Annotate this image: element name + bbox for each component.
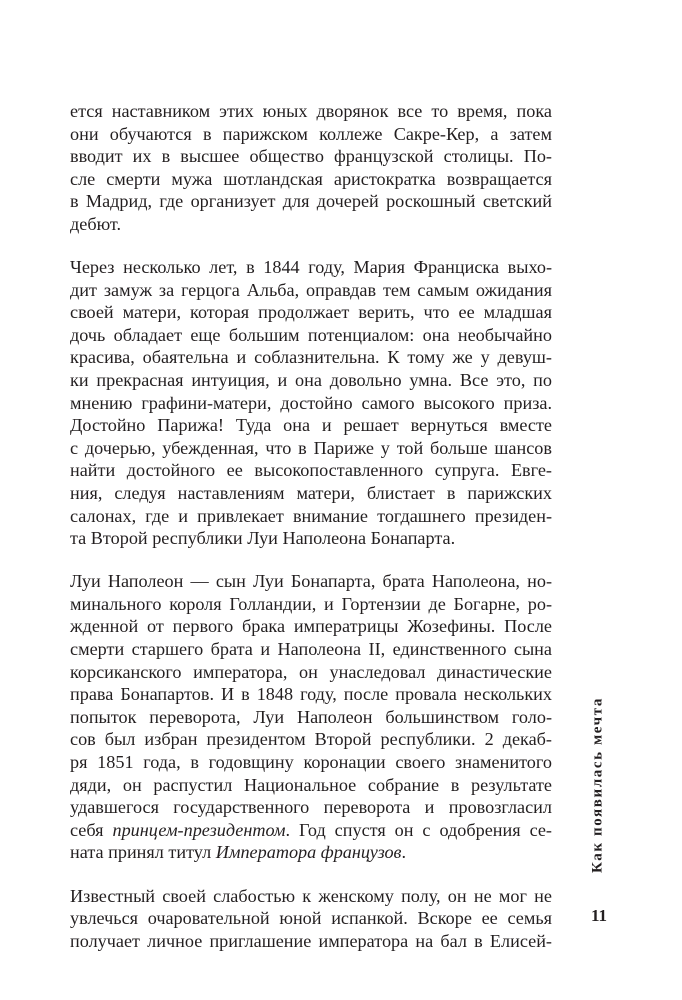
text-run: своей матери, которая продолжает верить, что ее младшая — [70, 302, 552, 323]
text-run: дяди, он распустил Национальное собрание в результате — [70, 774, 552, 795]
text-line — [70, 369, 552, 392]
text-run: жденной от первого брака императрицы Жозефины. После — [70, 616, 552, 637]
text-run: . Год спустя он с одобрения се- — [285, 819, 552, 840]
italic-phrase: Императора французов — [215, 842, 402, 863]
text-line — [70, 751, 552, 774]
text-line — [70, 907, 552, 930]
text-line — [70, 841, 552, 864]
text-line — [70, 774, 552, 797]
text-run: вводит их в высшее общество французской столицы. По- — [70, 146, 552, 167]
text-run: дебют. — [70, 213, 122, 234]
text-line — [70, 638, 552, 661]
text-run: в Мадрид, где организует для дочерей роскошный светский — [70, 191, 552, 212]
text-line — [70, 414, 552, 437]
text-line — [70, 570, 552, 593]
text-line — [70, 459, 552, 482]
text-line — [70, 145, 552, 168]
text-run: найти достойного ее высокопоставленного супруга. Евге- — [70, 460, 552, 481]
text-line — [70, 930, 552, 953]
text-run: удавшегося государственного переворота и провозгласил — [70, 797, 552, 818]
text-line — [70, 256, 552, 279]
text-run: себя — [70, 819, 113, 840]
text-line — [70, 301, 552, 324]
text-run: ния, следуя наставлениям матери, блистает в парижских — [70, 483, 552, 503]
text-line — [70, 100, 552, 123]
text-line — [70, 819, 552, 842]
text-line — [70, 190, 552, 213]
text-line — [70, 392, 552, 415]
text-line — [70, 168, 552, 191]
paragraph — [70, 256, 552, 550]
text-run: дит замуж за герцога Альба, оправдав тем самым ожидания — [70, 279, 552, 300]
text-line — [70, 796, 552, 819]
text-run: салонах, где и привлекает внимание тогдашнего президен- — [70, 505, 552, 526]
text-run: Через несколько лет, в 1844 году, Мария Франциска выхо- — [70, 257, 552, 278]
text-run: корсиканского императора, он унаследовал династические — [70, 661, 552, 682]
text-run: . — [401, 842, 406, 863]
page-number: 11 — [590, 906, 608, 925]
text-run: минального короля Голландии, и Гортензии де Богарне, ро- — [70, 593, 552, 614]
text-run: та Второй республики Луи Наполеона Бонапарта. — [70, 528, 456, 549]
text-line — [70, 482, 552, 505]
text-run: увлечься очаровательной юной испанкой. Вскоре ее семья — [70, 908, 552, 929]
text-line — [70, 279, 552, 302]
italic-phrase: принцем-президентом — [112, 819, 286, 840]
text-run: красива, обаятельна и соблазнительна. К тому же у девуш- — [70, 347, 552, 368]
running-head: Как появилась мечта — [589, 697, 606, 873]
text-line — [70, 213, 552, 236]
paragraph — [70, 100, 552, 236]
text-run: сов был избран президентом Второй республики. 2 декаб- — [70, 729, 552, 750]
text-run: ется наставником этих юных дворянок все то время, пока — [70, 101, 552, 121]
text-line — [70, 527, 552, 550]
text-run: смерти старшего брата и Наполеона II, единственного сына — [70, 639, 552, 660]
text-run: с дочерью, убежденная, что в Париже у той больше шансов — [70, 437, 552, 458]
text-run: ната принял титул — [70, 842, 216, 863]
text-line — [70, 683, 552, 706]
text-line — [70, 346, 552, 369]
text-run: они обучаются в парижском коллеже Сакре-Кер, а затем — [70, 123, 552, 144]
text-line — [70, 437, 552, 460]
text-line — [70, 123, 552, 146]
text-run: Достойно Парижа! Туда она и решает вернуться вместе — [70, 415, 552, 436]
text-run: ря 1851 года, в годовщину коронации своего знаменитого — [70, 752, 552, 773]
text-run: ки прекрасная интуиция, и она довольно умна. Все это, по — [70, 370, 552, 391]
paragraph — [70, 570, 552, 864]
text-run: сле смерти мужа шотландская аристократка возвращается — [70, 168, 552, 189]
text-run: права Бонапартов. И в 1848 году, после провала нескольких — [70, 684, 552, 705]
text-line — [70, 661, 552, 684]
paragraph — [70, 885, 552, 953]
text-run: дочь обладает еще большим потенциалом: она необычайно — [70, 324, 552, 345]
text-line — [70, 324, 552, 347]
text-line — [70, 885, 552, 908]
text-line — [70, 615, 552, 638]
text-run: попыток переворота, Луи Наполеон большинством голо- — [70, 706, 552, 727]
text-line — [70, 728, 552, 751]
text-line — [70, 593, 552, 616]
body-text — [70, 100, 552, 973]
text-run: получает личное приглашение императора на бал в Елисей- — [70, 930, 552, 951]
text-run: мнению графини-матери, достойно самого высокого приза. — [70, 392, 552, 413]
text-run: Известный своей слабостью к женскому полу, он не мог не — [70, 885, 552, 906]
text-run: Луи Наполеон — сын Луи Бонапарта, брата Наполеона, но- — [70, 571, 552, 592]
text-line — [70, 505, 552, 528]
text-line — [70, 706, 552, 729]
